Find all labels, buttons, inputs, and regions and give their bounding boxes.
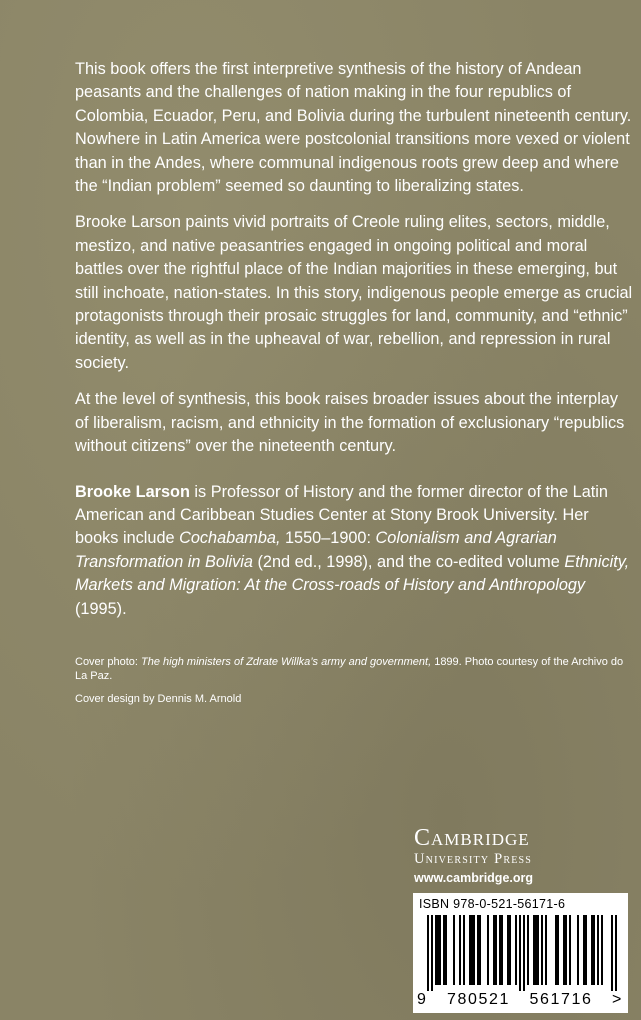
barcode-bar: [557, 915, 559, 985]
barcode-bar: [453, 915, 455, 985]
publisher-logo: [414, 826, 614, 887]
back-cover-blurb: [75, 58, 635, 634]
barcode-bar: [435, 915, 437, 985]
barcode-digits: 9 780521 561716 >: [417, 991, 623, 1008]
barcode-bar: [445, 915, 447, 985]
barcode-bar: [541, 915, 543, 985]
barcode-bar: [523, 915, 525, 991]
barcode-bar: [499, 915, 501, 985]
publisher-name: Cambridge: [414, 825, 530, 851]
book-title: Ethnicity, Markets and Migration: At the Cross-roads of History and Anthropology: [75, 552, 630, 595]
barcode-bar: [507, 915, 509, 985]
author-bio: Brooke Larson is Professor of History and the former director of the Latin American and Caribbean Studies Center at Stony Brook University. Her books include Cochabamba, 1550–1900: Colonialism and Agrarian Transformation in Bolivia (2nd ed., 1998), and the co-edited volume Ethnicity, Markets and Migration: At the Cross-roads of History and Anthropology (1995).: [75, 482, 630, 618]
barcode-bar: [527, 915, 529, 985]
barcode-bar: [597, 915, 599, 985]
cover-credits: [75, 655, 635, 715]
barcode-bar: [519, 915, 521, 991]
barcode-bar: [577, 915, 579, 985]
blurb-paragraph-2: Brooke Larson paints vivid portraits of Creole ruling elites, sectors, middle, mestizo, and native peasantries engaged in ongoing political and moral battles over the rightful place of the Indian majorities in these emerging, but still inchoate, nation-states. In this story, indigenous people emerge as crucial protagonists through their prosaic struggles for land, community, and “ethnic” identity, as well as in the upheaval of war, rebellion, and repression in rural society.: [75, 213, 633, 372]
barcode-bar: [569, 915, 571, 985]
barcode-bar: [591, 915, 593, 985]
isbn-number: ISBN 978-0-521-56171-6: [419, 897, 566, 911]
barcode-bar: [563, 915, 565, 985]
barcode-bar: [463, 915, 465, 985]
blurb-paragraph-3: At the level of synthesis, this book raises broader issues about the interplay of liberalism, racism, and ethnicity in the formation of exclusionary “republics without citizens” over the nineteenth century.: [75, 390, 625, 456]
barcode-bar: [585, 915, 587, 985]
barcode-bar: [477, 915, 479, 985]
barcode-bar: [471, 915, 473, 985]
barcode-bar: [501, 915, 503, 985]
barcode-bar: [565, 915, 567, 985]
barcode-bar: [515, 915, 517, 985]
barcode-bar: [601, 915, 603, 985]
barcode-bar: [537, 915, 539, 985]
isbn-barcode: [413, 893, 628, 1013]
cover-design-credit: Cover design by Dennis M. Arnold: [75, 693, 242, 705]
barcode-bar: [487, 915, 489, 985]
barcode-bar: [555, 915, 557, 985]
barcode-bar: [427, 915, 429, 991]
barcode-bar: [593, 915, 595, 985]
publisher-subtitle: University Press: [414, 851, 533, 867]
barcode-bar: [545, 915, 547, 985]
barcode-bar: [469, 915, 471, 985]
barcode-bar: [535, 915, 537, 985]
barcode-bars: [417, 915, 624, 991]
book-title: Cochabamba,: [179, 529, 281, 548]
barcode-bar: [431, 915, 433, 991]
barcode-bar: [443, 915, 445, 985]
barcode-bar: [533, 915, 535, 985]
barcode-bar: [459, 915, 461, 985]
blurb-paragraph-1: This book offers the first interpretive synthesis of the history of Andean peasants and the challenges of nation making in the four republics of Colombia, Ecuador, Peru, and Bolivia during the turbulent nineteenth century. Nowhere in Latin America were postcolonial transitions more vexed or violent than in the Andes, where communal indigenous roots grew deep and where the “Indian problem” seemed so daunting to liberalizing states.: [75, 60, 632, 196]
publisher-url: www.cambridge.org: [414, 871, 534, 885]
barcode-bar: [493, 915, 495, 985]
barcode-bar: [437, 915, 439, 985]
book-subtitle: Colonialism and Agrarian Transformation in Bolivia: [75, 529, 557, 571]
barcode-bar: [611, 915, 613, 991]
barcode-bar: [615, 915, 617, 991]
barcode-bar: [583, 915, 585, 985]
cover-photo-credit: Cover photo: The high ministers of Zdrate Willka’s army and government, 1899. Photo courtesy of the Archivo do La Paz.: [75, 656, 624, 682]
barcode-bar: [473, 915, 475, 985]
author-name: Brooke Larson: [75, 482, 190, 501]
barcode-bar: [479, 915, 481, 985]
barcode-bar: [509, 915, 511, 985]
barcode-bar: [495, 915, 497, 985]
barcode-bar: [439, 915, 441, 985]
